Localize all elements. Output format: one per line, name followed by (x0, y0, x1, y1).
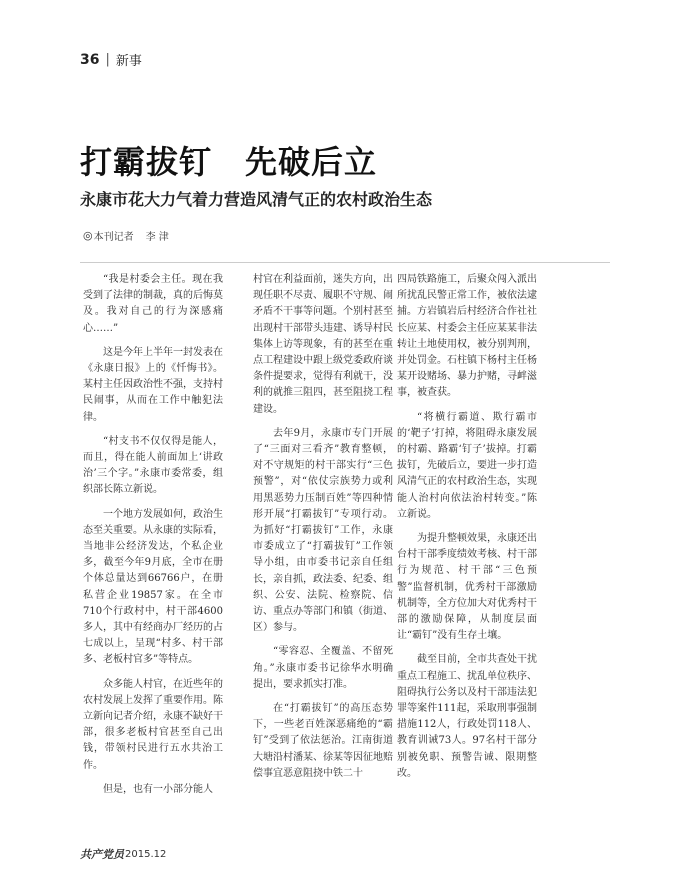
paragraph: 众多能人村官，在近些年的农村发展上发挥了重要作用。陈立新向记者介绍，永康不缺好干部，很多老板村官甚至自己出钱，带领村民进行五水共治工作。 (83, 678, 223, 771)
byline-marker-icon: ◎ (83, 229, 93, 242)
page-number: 36 (80, 51, 100, 68)
issue-date: 2015.12 (125, 848, 167, 860)
paragraph: “将横行霸道、欺行霸市的‘靶子’打掉，将阻碍永康发展的村霸、路霸‘钉子’拔掉。打霸拔钉，先破后立，要进一步打造风清气正的农村政治生态，实现能人治村向依法治村转变。”陈立新说。 (397, 411, 537, 520)
paragraph: 四局铁路施工，后聚众闯入派出所扰乱民警正常工作，被依法逮捕。方岩镇岩后村经济合作社社长应某、村委会主任应某某非法转让土地使用权，被分别判刑，并处罚金。石柱镇下杨村主任杨某开设赌场、暴力护赌，寻衅滋事，被查获。 (397, 274, 537, 399)
article-column-2 (253, 272, 393, 790)
page-header (80, 50, 142, 69)
paragraph: 去年9月，永康市专门开展了“三面对三看齐”教育整顿，对不守规矩的村干部实行“三色预警”，对“依仗宗族势力或利用黑恶势力压制百姓”等四种情形开展“打霸拔钉”专项行动。为抓好“打霸拔钉”工作，永康市委成立了“打霸拔钉”工作领导小组，由市委书记亲自任组长，亲自抓，政法委、纪委、组织、公安、法院、检察院、信访、重点办等部门和镇（街道、区）参与。 (253, 427, 393, 634)
paragraph: “村支书不仅仅得是能人，而且，得在能人前面加上‘讲政治’三个字。”永康市委常委，组织部长陈立新说。 (83, 435, 223, 496)
author-name: 李 津 (145, 232, 169, 243)
article-column-3 (397, 272, 537, 790)
magazine-logo: 共产党员 (80, 848, 124, 861)
section-name: 新事 (115, 54, 142, 69)
paragraph: 为提升整顿效果，永康还出台村干部季度绩效考核、村干部行为规范、村干部“三色预警”监督机制，优秀村干部激励机制等，全方位加大对优秀村干部的激励保障，从制度层面让“霸钉”没有生存土壤。 (397, 533, 537, 642)
paragraph: “零容忍、全覆盖、不留死角。”永康市委书记徐华水明确提出，要求抓实打准。 (253, 646, 393, 690)
article-title: 打霸拔钉 先破后立 (80, 143, 378, 181)
divider (80, 262, 610, 263)
byline (83, 228, 169, 243)
article-column-1 (83, 272, 223, 806)
paragraph: 在“打霸拔钉”的高压态势下，一些老百姓深恶痛绝的“霸钉”受到了依法惩治。江南街道大塘沿村潘某、徐某等因征地赔偿事宜恶意阻挠中铁二十 (253, 703, 393, 779)
paragraph: “我是村委会主任。现在我受到了法律的制裁，真的后悔莫及。我对自己的行为深感痛心……” (83, 274, 223, 334)
paragraph: 但是，也有一小部分能人 (103, 783, 213, 795)
paragraph: 这是今年上半年一封发表在《永康日报》上的《忏悔书》。某村主任因政治性不强，支持村民闹事，从而在工作中触犯法律。 (83, 346, 223, 423)
paragraph: 截至目前，全市共查处干扰重点工程施工、扰乱单位秩序、阻碍执行公务以及村干部违法犯罪等案件111起，采取刑事强制措施112人，行政处罚118人、教育训诫73人。97名村干部分别被免职、预警告诫、限期整改。 (397, 654, 537, 779)
paragraph: 村官在利益面前，迷失方向，出现任职不尽责、履职不守规、闹矛盾不干事等问题。个别村甚至出现村干部带头违建、诱导村民集体上访等现象，有的甚至在重点工程建设中跟上级党委政府谈条件提要求，觉得有利就干，没利的就推三阻四，甚至阻挠工程建设。 (253, 274, 393, 415)
byline-label: 本刊记者 (93, 232, 134, 243)
page-footer (80, 846, 166, 862)
article-subtitle: 永康市花大力气着力营造风清气正的农村政治生态 (80, 190, 433, 209)
paragraph: 一个地方发展如何，政治生态至关重要。从永康的实际看，当地非公经济发达，个私企业多，截至今年9月底，全市在册个体总量达到66766户，在册私营企业19857家。在全市710个行政村中，村干部4600多人，其中有经商办厂经历的占七成以上，呈现“村多、村干部多、老板村官多”等特点。 (83, 508, 223, 666)
header-divider: | (105, 52, 110, 67)
